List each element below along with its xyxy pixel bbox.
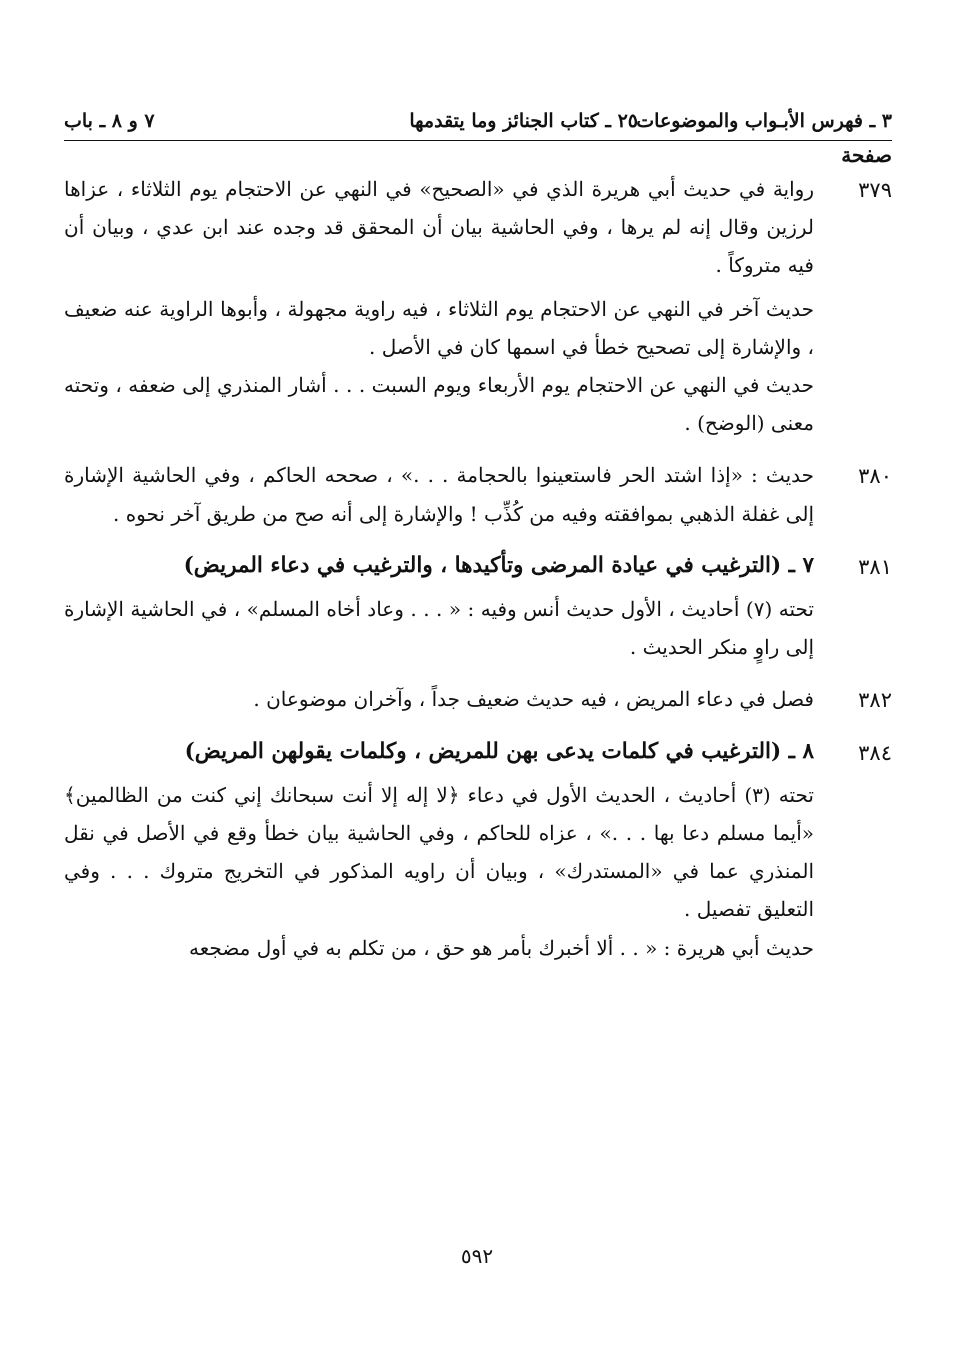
entry-paragraph: فصل في دعاء المريض ، فيه حديث ضعيف جداً ، وآخران موضوعان . — [253, 687, 814, 712]
entry-text — [64, 547, 814, 585]
entry-page-number: ٣٨٢ — [858, 688, 892, 713]
section-heading: ٧ ـ (الترغيب في عيادة المرضى وتأكيدها ، والترغيب في دعاء المريض) — [183, 552, 814, 578]
entry-paragraph: تحته (٧) أحاديث ، الأول حديث أنس وفيه : « . . . وعاد أخاه المسلم» ، في الحاشية الإشارة إلى راوٍ منكر الحديث . — [64, 597, 814, 660]
index-entry — [64, 456, 892, 532]
entry-text — [64, 456, 814, 532]
index-entry — [64, 547, 892, 585]
page-column-label: صفحة — [841, 143, 892, 167]
running-head-chapter: ٣ ـ فهرس الأبـواب والموضوعات — [636, 110, 892, 132]
index-entry — [64, 170, 892, 285]
page-number: ٥٩٢ — [460, 1244, 494, 1268]
entry-text — [64, 680, 814, 718]
index-entry — [64, 680, 892, 718]
entry-paragraph: رواية في حديث أبي هريرة الذي في «الصحيح» في النهي عن الاحتجام يوم الثلاثاء ، عزاها لرزين وقال إنه لم يرها ، وفي الحاشية بيان أن المحقق قد وجده عند ابن عدي ، وبيان أن فيه متروكاً . — [64, 177, 814, 278]
index-entry — [64, 733, 892, 771]
section-heading: ٨ ـ (الترغيب في كلمات يدعى بهن للمريض ، وكلمات يقولهن المريض) — [184, 738, 814, 764]
running-head — [64, 104, 892, 138]
entry-paragraph: حديث آخر في النهي عن الاحتجام يوم الثلاثاء ، فيه راوية مجهولة ، وأبوها الراوية عنه ضعيف ، والإشارة إلى تصحيح خطأ في اسمها كان في الأصل . — [64, 296, 814, 359]
entry-page-number: ٣٨٠ — [858, 464, 892, 489]
entry-paragraph: حديث : «إذا اشتد الحر فاستعينوا بالحجامة . . .» ، صححه الحاكم ، وفي الحاشية الإشارة إلى غفلة الذهبي بموافقته وفيه من كُذِّب ! والإشارة إلى أنه صح من طريق آخر نحوه . — [64, 463, 814, 526]
entry-page-number: ٣٧٩ — [858, 178, 892, 202]
index-entry-continued — [64, 776, 892, 967]
index-entry-continued — [64, 290, 892, 443]
entry-text — [64, 170, 814, 285]
entry-page-number: ٣٨١ — [858, 554, 892, 579]
header-rule — [64, 140, 892, 141]
index-entry-continued — [64, 590, 892, 666]
running-head-book: ٢٥ ـ كتاب الجنائز وما يتقدمها — [409, 110, 638, 132]
running-head-section: ٧ و ٨ ـ باب — [64, 110, 155, 132]
entry-paragraph: تحته (٣) أحاديث ، الحديث الأول في دعاء ﴿لا إله إلا أنت سبحانك إني كنت من الظالمين﴾ «أيما مسلم دعا بها . . .» ، عزاه للحاكم ، وفي الحاشية بيان خطأ وقع في الأصل في نقل المنذري عما في «المستدرك» ، وبيان أن راويه المذكور في التخريج متروك . . . وفي التعليق تفصيل . — [64, 782, 814, 922]
index-entries — [64, 170, 892, 967]
entry-paragraph: حديث أبي هريرة : « . . ألا أخبرك بأمر هو حق ، من تكلم به في أول مضجعه — [189, 935, 814, 960]
entry-page-number: ٣٨٤ — [858, 740, 892, 765]
entry-paragraph: حديث في النهي عن الاحتجام يوم الأربعاء ويوم السبت . . . أشار المنذري إلى ضعفه ، وتحته معنى (الوضح) . — [64, 373, 814, 436]
entry-text — [64, 733, 814, 771]
